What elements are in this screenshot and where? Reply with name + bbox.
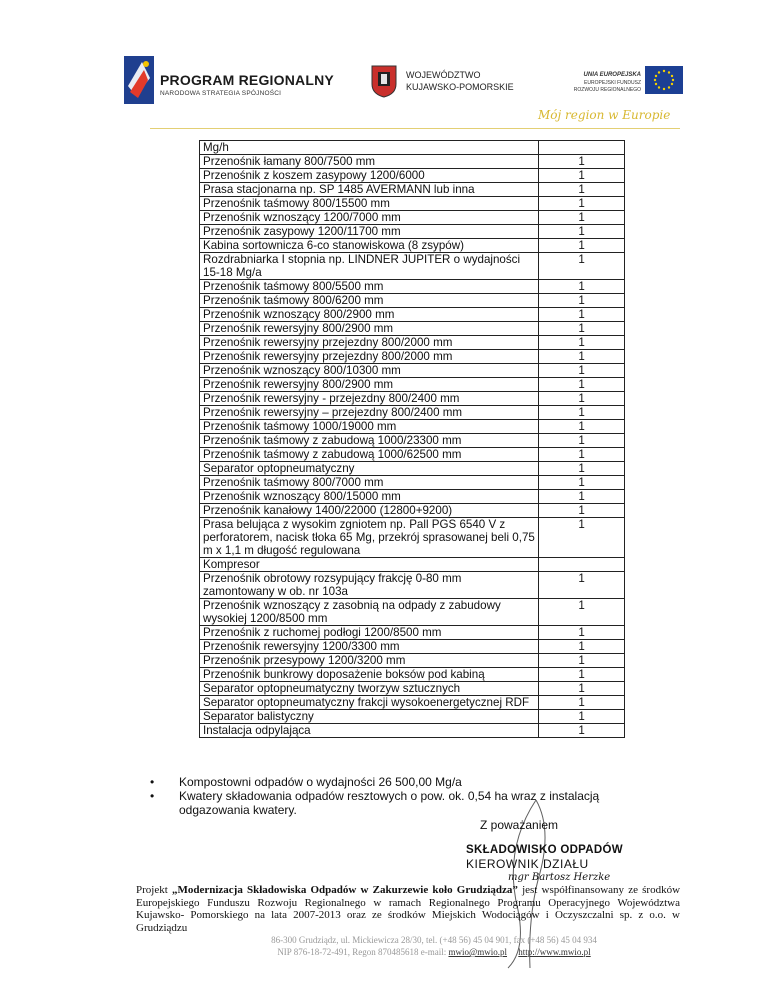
stamp-title: KIEROWNIK DZIAŁU bbox=[466, 857, 589, 871]
item-qty-cell: 1 bbox=[539, 420, 625, 434]
table-row bbox=[200, 406, 625, 420]
program-title: PROGRAM REGIONALNY bbox=[160, 72, 334, 88]
table-row bbox=[200, 169, 625, 183]
table-row bbox=[200, 504, 625, 518]
table-row bbox=[200, 724, 625, 738]
item-qty-cell: 1 bbox=[539, 490, 625, 504]
eu-fund-label-2: ROZWOJU REGIONALNEGO bbox=[573, 87, 641, 93]
item-qty-cell: 1 bbox=[539, 476, 625, 490]
project-funding-text: jest współfinansowany ze środków Europejskiego Funduszu Rozwoju Regionalnego w ramach Regionalnego Programu Operacyjnego Województwa Kujawsko- Pomorskiego na lata 2007-2013 oraz ze środków Miejskich Wodociągów i Oczyszczalni sp. z o.o. w Grudziądzu bbox=[136, 884, 681, 934]
item-qty-cell: 1 bbox=[539, 640, 625, 654]
item-qty-cell: 1 bbox=[539, 462, 625, 476]
item-qty-cell: 1 bbox=[539, 350, 625, 364]
item-name-cell: Przenośnik taśmowy 800/15500 mm bbox=[200, 197, 539, 211]
project-footer bbox=[136, 884, 680, 934]
table-row bbox=[200, 640, 625, 654]
item-name-cell: Przenośnik wznoszący 800/2900 mm bbox=[200, 308, 539, 322]
table-row bbox=[200, 696, 625, 710]
item-name-cell: Przenośnik z ruchomej podłogi 1200/8500 mm bbox=[200, 626, 539, 640]
voivodeship-name-line1: WOJEWÓDZTWO bbox=[406, 70, 481, 80]
table-row bbox=[200, 183, 625, 197]
item-qty-cell: 1 bbox=[539, 294, 625, 308]
email-link[interactable]: mwio@mwio.pl bbox=[448, 947, 508, 957]
table-row bbox=[200, 350, 625, 364]
table-row bbox=[200, 682, 625, 696]
item-qty-cell: 1 bbox=[539, 392, 625, 406]
table-row bbox=[200, 239, 625, 253]
item-name-cell: Przenośnik taśmowy 800/5500 mm bbox=[200, 280, 539, 294]
website-link[interactable]: http://www.mwio.pl bbox=[518, 947, 591, 957]
item-qty-cell: 1 bbox=[539, 599, 625, 626]
table-row bbox=[200, 518, 625, 558]
table-row bbox=[200, 308, 625, 322]
item-qty-cell: 1 bbox=[539, 518, 625, 558]
stamp-department: SKŁADOWISKO ODPADÓW bbox=[466, 844, 623, 856]
item-name-cell: Instalacja odpylająca bbox=[200, 724, 539, 738]
voivodeship-name-line2: KUJAWSKO-POMORSKIE bbox=[406, 82, 514, 92]
program-logo-icon bbox=[124, 56, 154, 104]
table-row bbox=[200, 490, 625, 504]
table-row bbox=[200, 197, 625, 211]
item-qty-cell: 1 bbox=[539, 225, 625, 239]
item-name-cell: Przenośnik taśmowy z zabudową 1000/62500 mm bbox=[200, 448, 539, 462]
bullet-icon: • bbox=[150, 775, 155, 789]
table-row bbox=[200, 253, 625, 280]
item-qty-cell: 1 bbox=[539, 336, 625, 350]
item-name-cell: Przenośnik łamany 800/7500 mm bbox=[200, 155, 539, 169]
item-qty-cell: 1 bbox=[539, 280, 625, 294]
item-name-cell: Kabina sortownicza 6-co stanowiskowa (8 zsypów) bbox=[200, 239, 539, 253]
table-row bbox=[200, 668, 625, 682]
item-name-cell: Przenośnik taśmowy 1000/19000 mm bbox=[200, 420, 539, 434]
item-name-cell: Mg/h bbox=[200, 141, 539, 155]
table-row bbox=[200, 155, 625, 169]
eu-label: UNIA EUROPEJSKA bbox=[583, 72, 641, 78]
item-name-cell: Przenośnik rewersyjny 800/2900 mm bbox=[200, 378, 539, 392]
item-name-cell: Prasa stacjonarna np. SP 1485 AVERMANN lub inna bbox=[200, 183, 539, 197]
item-qty-cell: 1 bbox=[539, 434, 625, 448]
table-row bbox=[200, 322, 625, 336]
table-row bbox=[200, 572, 625, 599]
item-qty-cell: 1 bbox=[539, 253, 625, 280]
item-qty-cell: 1 bbox=[539, 668, 625, 682]
item-name-cell: Kompresor bbox=[200, 558, 539, 572]
item-name-cell: Przenośnik wznoszący 800/10300 mm bbox=[200, 364, 539, 378]
item-name-cell: Przenośnik z koszem zasypowy 1200/6000 bbox=[200, 169, 539, 183]
table-row bbox=[200, 448, 625, 462]
item-name-cell: Przenośnik obrotowy rozsypujący frakcję 0-80 mm zamontowany w ob. nr 103a bbox=[200, 572, 539, 599]
table-row bbox=[200, 225, 625, 239]
eu-fund-label: EUROPEJSKI FUNDUSZ bbox=[584, 80, 641, 86]
table-row bbox=[200, 558, 625, 572]
item-qty-cell bbox=[539, 141, 625, 155]
item-qty-cell: 1 bbox=[539, 155, 625, 169]
item-name-cell: Przenośnik taśmowy 800/6200 mm bbox=[200, 294, 539, 308]
item-qty-cell: 1 bbox=[539, 239, 625, 253]
item-qty-cell: 1 bbox=[539, 378, 625, 392]
item-qty-cell: 1 bbox=[539, 169, 625, 183]
voivodeship-crest-icon bbox=[370, 64, 398, 98]
eu-flag-icon bbox=[645, 66, 683, 94]
item-name-cell: Przenośnik rewersyjny przejezdny 800/2000 mm bbox=[200, 350, 539, 364]
item-qty-cell: 1 bbox=[539, 572, 625, 599]
table-row bbox=[200, 420, 625, 434]
company-registry bbox=[214, 947, 654, 957]
table-row bbox=[200, 476, 625, 490]
registry-text: NIP 876-18-72-491, Regon 870485618 e-mail: bbox=[277, 947, 447, 957]
table-row bbox=[200, 434, 625, 448]
table-row bbox=[200, 378, 625, 392]
list-item bbox=[150, 775, 670, 789]
item-qty-cell: 1 bbox=[539, 183, 625, 197]
table-row bbox=[200, 654, 625, 668]
table-row bbox=[200, 599, 625, 626]
item-name-cell: Przenośnik wznoszący 800/15000 mm bbox=[200, 490, 539, 504]
item-qty-cell: 1 bbox=[539, 626, 625, 640]
item-name-cell: Separator optopneumatyczny frakcji wysokoenergetycznej RDF bbox=[200, 696, 539, 710]
item-name-cell: Prasa belująca z wysokim zgniotem np. Pall PGS 6540 V z perforatorem, nacisk tłoka 65 Mg, przekrój sprasowanej beli 0,75 m x 1,1 m długość regulowana bbox=[200, 518, 539, 558]
program-subtitle: NARODOWA STRATEGIA SPÓJNOŚCI bbox=[160, 90, 282, 97]
item-name-cell: Przenośnik taśmowy z zabudową 1000/23300 mm bbox=[200, 434, 539, 448]
item-name-cell: Przenośnik kanałowy 1400/22000 (12800+9200) bbox=[200, 504, 539, 518]
table-row bbox=[200, 626, 625, 640]
project-title: „Modernizacja Składowiska Odpadów w Zakurzewie koło Grudziądza” bbox=[171, 884, 518, 896]
item-name-cell: Przenośnik rewersyjny - przejezdny 800/2400 mm bbox=[200, 392, 539, 406]
list-item-text: Kompostowni odpadów o wydajności 26 500,00 Mg/a bbox=[179, 775, 462, 789]
item-qty-cell: 1 bbox=[539, 406, 625, 420]
item-name-cell: Przenośnik zasypowy 1200/11700 mm bbox=[200, 225, 539, 239]
item-name-cell: Rozdrabniarka I stopnia np. LINDNER JUPITER o wydajności 15-18 Mg/a bbox=[200, 253, 539, 280]
item-qty-cell: 1 bbox=[539, 696, 625, 710]
letterhead bbox=[0, 0, 768, 140]
company-address: 86-300 Grudziądz, ul. Mickiewicza 28/30, tel. (+48 56) 45 04 901, fax (+48 56) 45 04 934 bbox=[271, 935, 597, 945]
item-name-cell: Przenośnik rewersyjny 800/2900 mm bbox=[200, 322, 539, 336]
item-name-cell: Przenośnik taśmowy 800/7000 mm bbox=[200, 476, 539, 490]
project-label: Projekt bbox=[136, 884, 168, 896]
item-name-cell: Przenośnik wznoszący 1200/7000 mm bbox=[200, 211, 539, 225]
header-divider bbox=[150, 128, 680, 129]
item-qty-cell: 1 bbox=[539, 504, 625, 518]
table-row bbox=[200, 336, 625, 350]
item-qty-cell: 1 bbox=[539, 724, 625, 738]
item-qty-cell: 1 bbox=[539, 682, 625, 696]
item-qty-cell: 1 bbox=[539, 197, 625, 211]
item-qty-cell: 1 bbox=[539, 654, 625, 668]
item-qty-cell: 1 bbox=[539, 211, 625, 225]
slogan: Mój region w Europie bbox=[538, 108, 671, 122]
item-name-cell: Przenośnik bunkrowy doposażenie boksów pod kabiną bbox=[200, 668, 539, 682]
bullet-icon: • bbox=[150, 789, 155, 803]
item-name-cell: Przenośnik przesypowy 1200/3200 mm bbox=[200, 654, 539, 668]
stamp-signatory: mgr Bartosz Herzke bbox=[508, 872, 611, 883]
closing-greeting: Z poważaniem bbox=[480, 818, 559, 832]
item-name-cell: Przenośnik rewersyjny 1200/3300 mm bbox=[200, 640, 539, 654]
item-name-cell: Przenośnik rewersyjny – przejezdny 800/2400 mm bbox=[200, 406, 539, 420]
equipment-table bbox=[199, 140, 625, 738]
table-row bbox=[200, 710, 625, 724]
item-qty-cell: 1 bbox=[539, 364, 625, 378]
table-row bbox=[200, 294, 625, 308]
list-item-text: Kwatery składowania odpadów resztowych o pow. ok. 0,54 ha wraz z instalacją odgazowania kwatery. bbox=[179, 789, 600, 817]
item-name-cell: Przenośnik wznoszący z zasobnią na odpady z zabudowy wysokiej 1200/8500 mm bbox=[200, 599, 539, 626]
equipment-table-body bbox=[200, 141, 625, 738]
table-row bbox=[200, 462, 625, 476]
table-row bbox=[200, 141, 625, 155]
facilities-list bbox=[150, 775, 670, 817]
list-item bbox=[150, 789, 670, 817]
item-qty-cell bbox=[539, 558, 625, 572]
item-name-cell: Separator optopneumatyczny tworzyw sztucznych bbox=[200, 682, 539, 696]
item-qty-cell: 1 bbox=[539, 322, 625, 336]
table-row bbox=[200, 364, 625, 378]
item-name-cell: Separator optopneumatyczny bbox=[200, 462, 539, 476]
item-qty-cell: 1 bbox=[539, 308, 625, 322]
table-row bbox=[200, 211, 625, 225]
item-qty-cell: 1 bbox=[539, 710, 625, 724]
item-name-cell: Separator balistyczny bbox=[200, 710, 539, 724]
table-row bbox=[200, 280, 625, 294]
table-row bbox=[200, 392, 625, 406]
item-qty-cell: 1 bbox=[539, 448, 625, 462]
item-name-cell: Przenośnik rewersyjny przejezdny 800/2000 mm bbox=[200, 336, 539, 350]
